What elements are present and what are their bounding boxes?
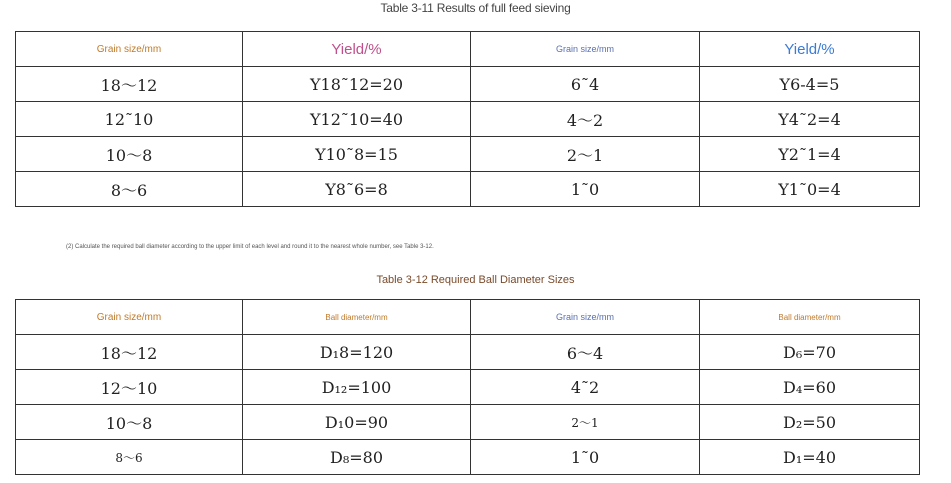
table-3-11-title: Table 3-11 Results of full feed sieving [380,1,571,15]
table-cell: Y6-4=5 [700,67,920,102]
table-row [16,67,920,102]
table-row [16,370,920,405]
table-cell: 6～4 [471,335,700,370]
table-row [16,405,920,440]
header-grain-size: Grain size/mm [471,32,700,67]
table-cell: 12˜10 [16,102,243,137]
table-cell: D₁₂=100 [243,370,471,405]
header-yield: Yield/% [700,32,920,67]
header-yield: Yield/% [243,32,471,67]
table-cell: Y2˜1=4 [700,137,920,172]
table-cell: 2～1 [471,405,700,440]
table-cell: 18～12 [16,67,243,102]
table-cell: 10～8 [16,137,243,172]
table-3-12-title: Table 3-12 Required Ball Diameter Sizes [376,274,575,286]
table-cell: D₁=40 [700,440,920,475]
table-row [16,440,920,475]
table-cell: Y1˜0=4 [700,172,920,207]
table-cell: D₆=70 [700,335,920,370]
table-cell: 12～10 [16,370,243,405]
table-cell: D₁0=90 [243,405,471,440]
table-cell: 1˜0 [471,172,700,207]
header-ball-diameter: Ball diameter/mm [243,300,471,335]
table-cell: D₂=50 [700,405,920,440]
table-header-row [16,300,920,335]
table-cell: 2～1 [471,137,700,172]
table-cell: 8～6 [16,172,243,207]
header-grain-size: Grain size/mm [16,32,243,67]
table-cell: 1˜0 [471,440,700,475]
table-cell: Y18˜12=20 [243,67,471,102]
table-row [16,172,920,207]
table-cell: D₈=80 [243,440,471,475]
sieving-results-table [15,31,920,207]
calculation-note: (2) Calculate the required ball diameter according to the upper limit of each level and round it to the nearest whole number, see Table 3-12. [66,244,434,250]
table-row [16,335,920,370]
table-cell: 4～2 [471,102,700,137]
table-cell: Y10˜8=15 [243,137,471,172]
table-cell: D₁8=120 [243,335,471,370]
table-cell: 18～12 [16,335,243,370]
header-grain-size: Grain size/mm [16,300,243,335]
table-cell: 8～6 [16,440,243,475]
header-grain-size: Grain size/mm [471,300,700,335]
table-cell: 6˜4 [471,67,700,102]
header-ball-diameter: Ball diameter/mm [700,300,920,335]
ball-diameter-table [15,299,920,475]
table-header-row [16,32,920,67]
table-row [16,102,920,137]
table-cell: Y12˜10=40 [243,102,471,137]
table-row [16,137,920,172]
table-cell: Y8˜6=8 [243,172,471,207]
table-cell: 10～8 [16,405,243,440]
table-cell: 4˜2 [471,370,700,405]
table-cell: Y4˜2=4 [700,102,920,137]
table-cell: D₄=60 [700,370,920,405]
